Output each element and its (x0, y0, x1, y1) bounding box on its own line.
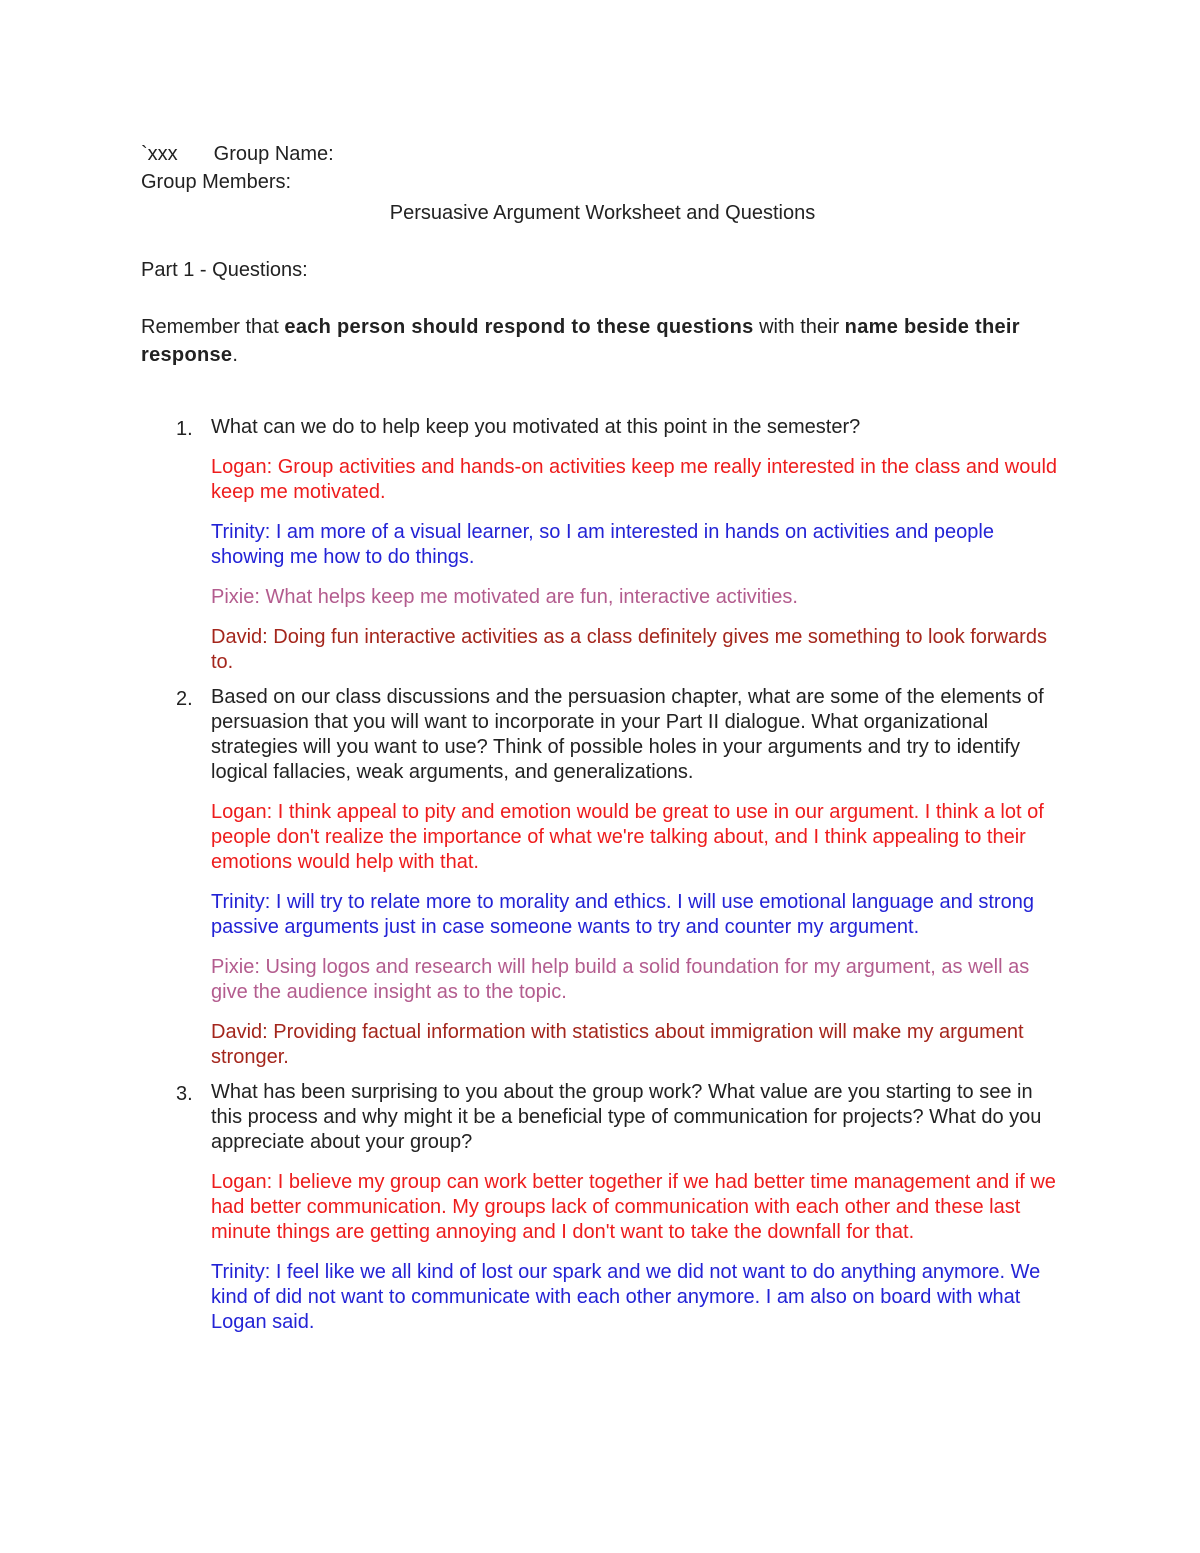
intro-text-2: with their (753, 316, 845, 338)
response-logan: Logan: Group activities and hands-on activities keep me really interested in the class and would keep me motivated. (211, 456, 1058, 503)
intro-text-1: Remember that (141, 316, 285, 338)
question-text: Based on our class discussions and the persuasion chapter, what are some of the elements of persuasion that you will want to incorporate in your Part II dialogue. What organizational strategies will you want to use? Think of possible holes in your arguments and try to identify logical fallacies, weak arguments, and generalizations. (211, 686, 1044, 783)
question-text: What can we do to help keep you motivated at this point in the semester? (211, 416, 861, 438)
response-trinity: Trinity: I am more of a visual learner, so I am interested in hands on activities and people showing me how to do things. (211, 521, 994, 568)
question-item (141, 415, 1064, 675)
document-title: Persuasive Argument Worksheet and Questions (389, 202, 816, 224)
question-item (141, 685, 1064, 1070)
response-trinity: Trinity: I will try to relate more to morality and ethics. I will use emotional language and strong passive arguments just in case someone wants to try and counter my argument. (211, 891, 1034, 938)
intro-text-3: . (232, 344, 238, 366)
part-heading: Part 1 - Questions: (141, 259, 308, 281)
intro-bold-1: each person should respond to these questions (284, 316, 754, 338)
intro-bold-2: name beside their response (141, 316, 1020, 366)
intro-instructions (141, 313, 1064, 369)
response-david: David: Doing fun interactive activities as a class definitely gives me something to look forwards to. (211, 626, 1047, 673)
question-item (141, 1080, 1064, 1335)
response-pixie: Pixie: Using logos and research will help build a solid foundation for my argument, as well as give the audience insight as to the topic. (211, 956, 1030, 1003)
question-number: 2. (176, 688, 193, 710)
response-pixie: Pixie: What helps keep me motivated are fun, interactive activities. (211, 586, 798, 608)
question-text: What has been surprising to you about the group work? What value are you starting to see in this process and why might it be a beneficial type of communication for projects? What do you appreciate about your group? (211, 1081, 1042, 1153)
response-logan: Logan: I believe my group can work better together if we had better time management and if we had better communication. My groups lack of communication with each other and these last minute things are getting annoying and I don't want to take the downfall for that. (211, 1171, 1056, 1243)
question-number: 3. (176, 1083, 193, 1105)
group-name-label: Group Name: (213, 143, 334, 165)
response-david: David: Providing factual information with statistics about immigration will make my argument stronger. (211, 1021, 1024, 1068)
header-prefix: `xxx (141, 143, 178, 165)
header-line (141, 140, 1064, 168)
question-number: 1. (176, 418, 193, 440)
group-members-label: Group Members: (141, 171, 292, 193)
question-list (141, 415, 1064, 1335)
response-logan: Logan: I think appeal to pity and emotion would be great to use in our argument. I think a lot of people don't realize the importance of what we're talking about, and I think appealing to their emotions would help with that. (211, 801, 1044, 873)
response-trinity: Trinity: I feel like we all kind of lost our spark and we did not want to do anything anymore. We kind of did not want to communicate with each other anymore. I am also on board with what Logan said. (211, 1261, 1041, 1333)
